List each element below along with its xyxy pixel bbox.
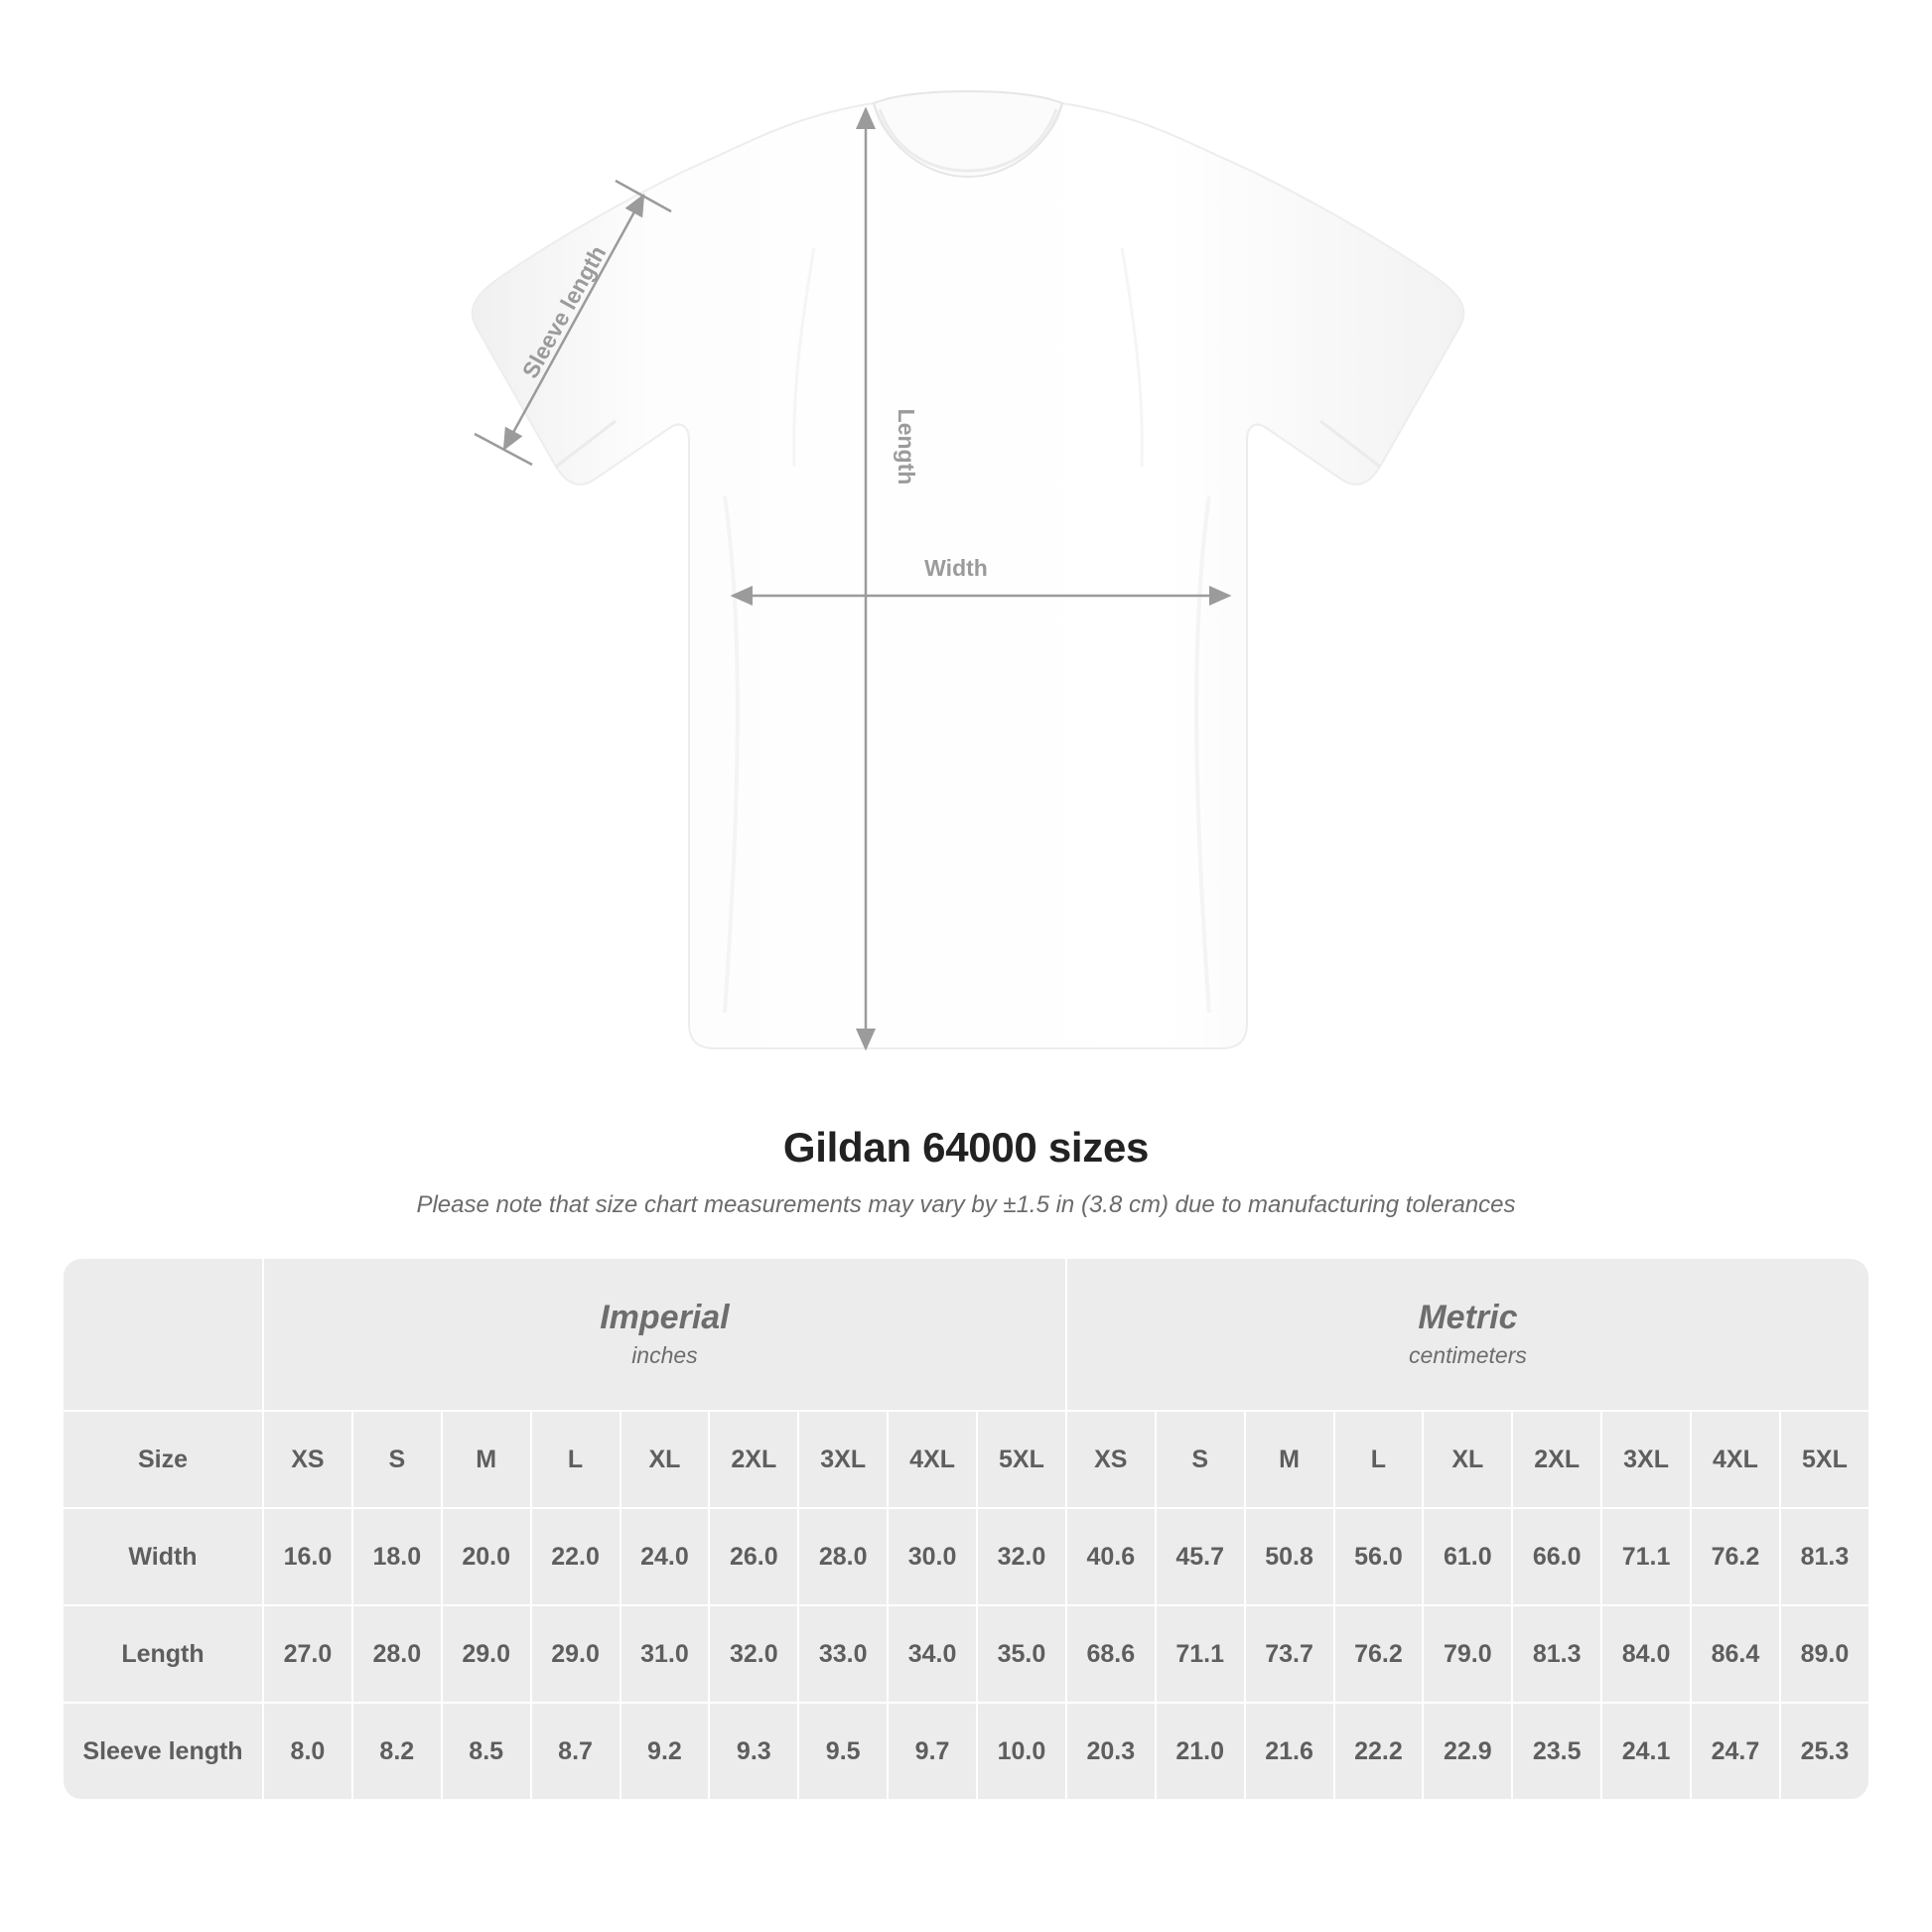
cell-value: 28.0: [353, 1606, 441, 1702]
cell-value: 84.0: [1602, 1606, 1690, 1702]
cell-value: 21.6: [1246, 1704, 1333, 1799]
cell-value: 23.5: [1513, 1704, 1600, 1799]
cell-value: 24.7: [1692, 1704, 1779, 1799]
cell-value: 68.6: [1067, 1606, 1155, 1702]
size-header-cell: XS: [264, 1412, 351, 1507]
unit-header-row: [64, 1259, 1868, 1410]
cell-value: 29.0: [532, 1606, 620, 1702]
cell-value: 9.2: [621, 1704, 709, 1799]
cell-value: 22.9: [1424, 1704, 1511, 1799]
cell-value: 16.0: [264, 1509, 351, 1604]
size-header-cell: XL: [621, 1412, 709, 1507]
unit-system-metric: Metric: [1418, 1298, 1518, 1336]
cell-value: 10.0: [978, 1704, 1065, 1799]
size-table-wrap: [62, 1257, 1870, 1801]
cell-value: 71.1: [1602, 1509, 1690, 1604]
unit-header-metric: [1067, 1259, 1868, 1410]
cell-value: 66.0: [1513, 1509, 1600, 1604]
table-row: [64, 1509, 1868, 1604]
cell-value: 32.0: [978, 1509, 1065, 1604]
cell-value: 22.0: [532, 1509, 620, 1604]
cell-value: 9.3: [710, 1704, 797, 1799]
row-label-sleeve-length: Sleeve length: [64, 1704, 262, 1799]
cell-value: 9.5: [799, 1704, 887, 1799]
cell-value: 27.0: [264, 1606, 351, 1702]
size-header-cell: 3XL: [799, 1412, 887, 1507]
row-label-length: Length: [64, 1606, 262, 1702]
size-header-row: [64, 1412, 1868, 1507]
cell-value: 8.7: [532, 1704, 620, 1799]
size-header-cell: 4XL: [1692, 1412, 1779, 1507]
row-label-width: Width: [64, 1509, 262, 1604]
width-label: Width: [924, 555, 988, 581]
size-header-cell: 4XL: [889, 1412, 976, 1507]
size-header-cell: S: [1157, 1412, 1244, 1507]
cell-value: 21.0: [1157, 1704, 1244, 1799]
cell-value: 29.0: [443, 1606, 530, 1702]
tolerance-note: Please note that size chart measurements may vary by ±1.5 in (3.8 cm) due to manufacturing tolerances: [416, 1191, 1516, 1218]
size-header-cell: 2XL: [710, 1412, 797, 1507]
cell-value: 8.0: [264, 1704, 351, 1799]
cell-value: 40.6: [1067, 1509, 1155, 1604]
size-header-cell: 3XL: [1602, 1412, 1690, 1507]
cell-value: 26.0: [710, 1509, 797, 1604]
cell-value: 56.0: [1335, 1509, 1423, 1604]
cell-value: 20.3: [1067, 1704, 1155, 1799]
cell-value: 24.0: [621, 1509, 709, 1604]
size-header-cell: S: [353, 1412, 441, 1507]
cell-value: 35.0: [978, 1606, 1065, 1702]
cell-value: 24.1: [1602, 1704, 1690, 1799]
cell-value: 8.2: [353, 1704, 441, 1799]
cell-value: 76.2: [1692, 1509, 1779, 1604]
cell-value: 81.3: [1513, 1606, 1600, 1702]
cell-value: 61.0: [1424, 1509, 1511, 1604]
cell-value: 45.7: [1157, 1509, 1244, 1604]
cell-value: 76.2: [1335, 1606, 1423, 1702]
cell-value: 50.8: [1246, 1509, 1333, 1604]
cell-value: 28.0: [799, 1509, 887, 1604]
size-header-cell: M: [1246, 1412, 1333, 1507]
page-title: Gildan 64000 sizes: [782, 1124, 1150, 1171]
sleeve-length-label: Sleeve length: [516, 240, 612, 383]
cell-value: 81.3: [1781, 1509, 1868, 1604]
table-row: [64, 1704, 1868, 1799]
unit-system-imperial: Imperial: [600, 1298, 730, 1336]
unit-header-corner: [64, 1259, 262, 1410]
unit-name-metric: centimeters: [1409, 1342, 1527, 1368]
cell-value: 25.3: [1781, 1704, 1868, 1799]
size-header-cell: L: [1335, 1412, 1423, 1507]
cell-value: 86.4: [1692, 1606, 1779, 1702]
size-header-cell: 5XL: [1781, 1412, 1868, 1507]
cell-value: 20.0: [443, 1509, 530, 1604]
cell-value: 71.1: [1157, 1606, 1244, 1702]
unit-header-imperial: [264, 1259, 1065, 1410]
size-table: [62, 1257, 1870, 1801]
heading-block: [0, 1124, 1932, 1219]
cell-value: 31.0: [621, 1606, 709, 1702]
cell-value: 33.0: [799, 1606, 887, 1702]
size-header-cell: XS: [1067, 1412, 1155, 1507]
cell-value: 32.0: [710, 1606, 797, 1702]
table-row: [64, 1606, 1868, 1702]
size-header-cell: 5XL: [978, 1412, 1065, 1507]
cell-value: 8.5: [443, 1704, 530, 1799]
cell-value: 79.0: [1424, 1606, 1511, 1702]
length-label: Length: [894, 408, 919, 485]
cell-value: 18.0: [353, 1509, 441, 1604]
size-header-cell: XL: [1424, 1412, 1511, 1507]
unit-name-imperial: inches: [631, 1342, 698, 1368]
cell-value: 34.0: [889, 1606, 976, 1702]
cell-value: 89.0: [1781, 1606, 1868, 1702]
cell-value: 30.0: [889, 1509, 976, 1604]
size-header-cell: 2XL: [1513, 1412, 1600, 1507]
size-header-cell: M: [443, 1412, 530, 1507]
cell-value: 9.7: [889, 1704, 976, 1799]
size-header-cell: L: [532, 1412, 620, 1507]
cell-value: 73.7: [1246, 1606, 1333, 1702]
cell-value: 22.2: [1335, 1704, 1423, 1799]
size-row-label: Size: [64, 1412, 262, 1507]
